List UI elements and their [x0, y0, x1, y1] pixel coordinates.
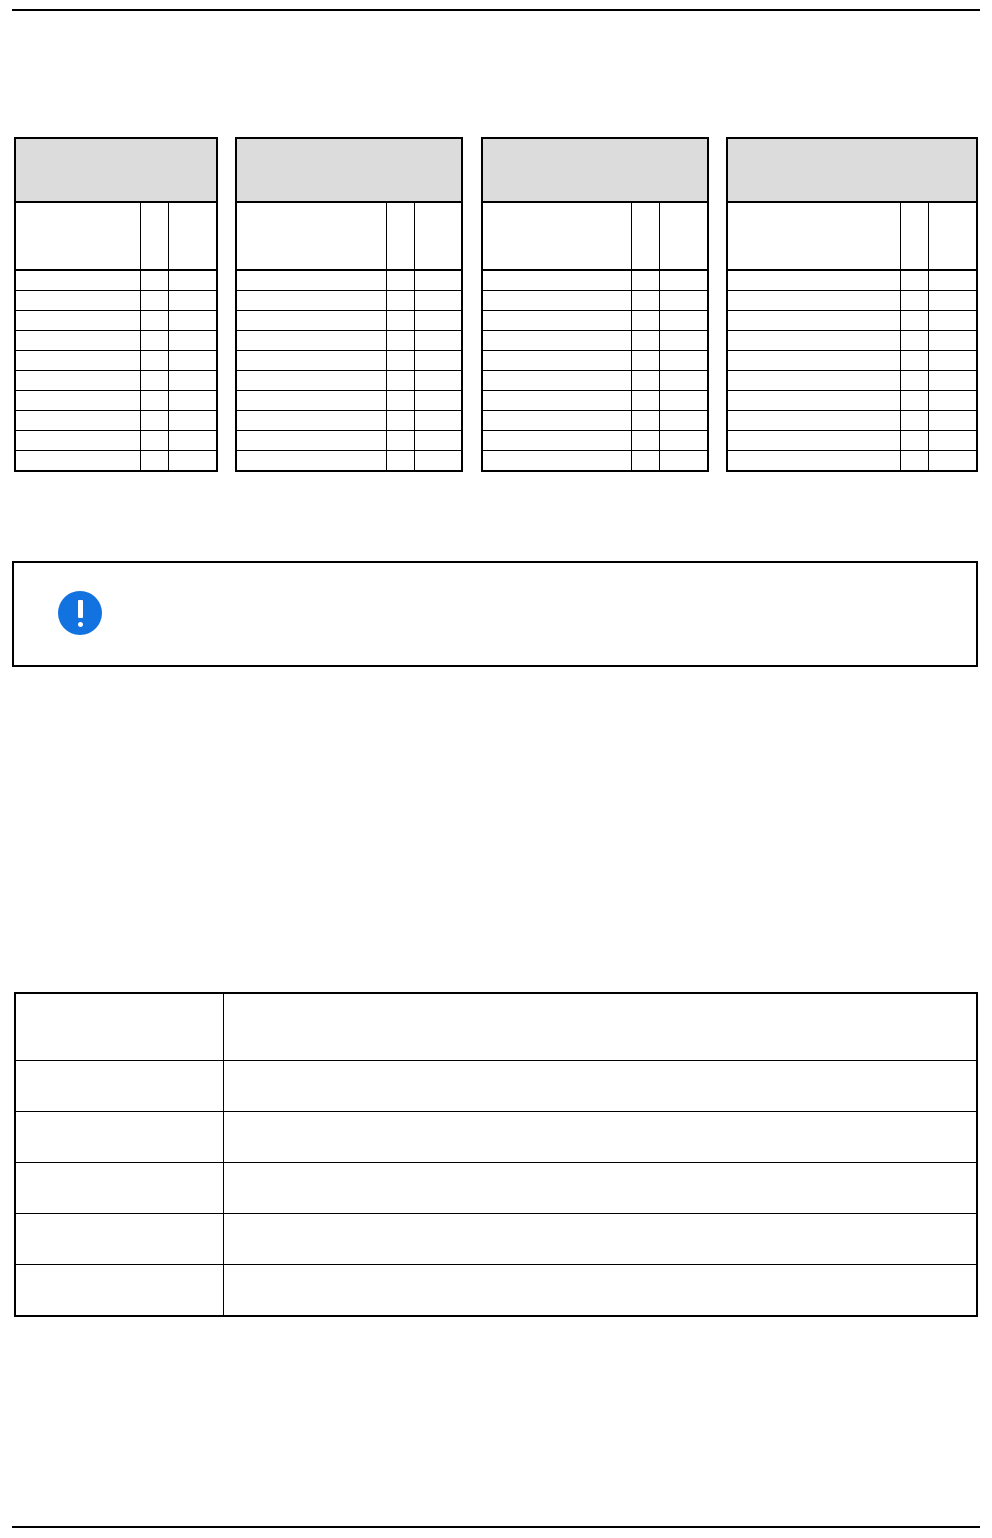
cell — [15, 331, 141, 351]
cell — [727, 451, 901, 472]
table-row — [482, 331, 708, 351]
table-4-col-0 — [727, 202, 901, 270]
table-row — [482, 391, 708, 411]
table-row — [15, 993, 977, 1061]
cell — [929, 291, 977, 311]
cell — [660, 311, 708, 331]
table-1-col-1 — [141, 202, 169, 270]
cell — [482, 391, 632, 411]
cell — [929, 451, 977, 472]
cell — [15, 351, 141, 371]
spec-value — [223, 1061, 977, 1112]
cell — [929, 391, 977, 411]
cell — [236, 270, 386, 291]
cell — [660, 391, 708, 411]
cell — [901, 270, 929, 291]
table-row — [727, 451, 977, 472]
cell — [482, 270, 632, 291]
table-2-title — [236, 138, 462, 202]
table-row — [236, 270, 462, 291]
table-row — [15, 411, 217, 431]
spec-value — [223, 1163, 977, 1214]
table-3-col-1 — [632, 202, 660, 270]
cell — [236, 291, 386, 311]
table-2-col-0 — [236, 202, 386, 270]
cell — [169, 351, 217, 371]
cell — [632, 411, 660, 431]
cell — [727, 391, 901, 411]
table-row — [482, 411, 708, 431]
table-1-title — [15, 138, 217, 202]
table-row — [482, 311, 708, 331]
cell — [901, 351, 929, 371]
cell — [727, 371, 901, 391]
cell — [660, 331, 708, 351]
cell — [660, 270, 708, 291]
table-1 — [14, 137, 218, 472]
cell — [386, 351, 414, 371]
cell — [482, 351, 632, 371]
cell — [386, 371, 414, 391]
table-row — [15, 351, 217, 371]
cell — [632, 311, 660, 331]
cell — [660, 431, 708, 451]
table-row — [727, 270, 977, 291]
cell — [414, 331, 462, 351]
cell — [386, 411, 414, 431]
cell — [727, 351, 901, 371]
cell — [386, 331, 414, 351]
table-row — [15, 1163, 977, 1214]
table-row — [727, 371, 977, 391]
table-row — [236, 311, 462, 331]
cell — [236, 371, 386, 391]
cell — [141, 411, 169, 431]
table-row — [15, 1112, 977, 1163]
table-row — [727, 311, 977, 331]
cell — [169, 331, 217, 351]
table-row-header — [236, 138, 462, 202]
specification-table — [14, 992, 978, 1317]
cell — [169, 391, 217, 411]
cell — [141, 331, 169, 351]
cell — [727, 431, 901, 451]
spec-label — [15, 1265, 223, 1317]
table-3 — [481, 137, 709, 472]
cell — [929, 331, 977, 351]
table-row — [15, 1265, 977, 1317]
cell — [15, 291, 141, 311]
cell — [660, 451, 708, 472]
cell — [386, 311, 414, 331]
cell — [169, 291, 217, 311]
table-2-col-2 — [414, 202, 462, 270]
cell — [386, 451, 414, 472]
table-row — [727, 411, 977, 431]
cell — [169, 411, 217, 431]
spec-label — [15, 1163, 223, 1214]
cell — [386, 431, 414, 451]
cell — [482, 311, 632, 331]
table-row-header — [727, 138, 977, 202]
cell — [929, 270, 977, 291]
table-3-col-0 — [482, 202, 632, 270]
cell — [632, 451, 660, 472]
spec-value — [223, 1112, 977, 1163]
spec-label — [15, 1061, 223, 1112]
table-row-subheader — [482, 202, 708, 270]
cell — [632, 351, 660, 371]
cell — [632, 431, 660, 451]
cell — [414, 270, 462, 291]
cell — [414, 291, 462, 311]
information-icon — [58, 591, 102, 635]
cell — [901, 411, 929, 431]
table-2 — [235, 137, 463, 472]
cell — [482, 431, 632, 451]
specification-table-group — [14, 137, 978, 472]
table-row — [482, 351, 708, 371]
cell — [141, 371, 169, 391]
cell — [414, 451, 462, 472]
cell — [632, 391, 660, 411]
cell — [15, 391, 141, 411]
cell — [901, 311, 929, 331]
table-row — [15, 311, 217, 331]
table-row — [727, 331, 977, 351]
cell — [141, 351, 169, 371]
cell — [15, 411, 141, 431]
spec-value — [223, 1214, 977, 1265]
table-row — [236, 371, 462, 391]
cell — [901, 431, 929, 451]
cell — [660, 411, 708, 431]
cell — [632, 291, 660, 311]
table-row — [15, 331, 217, 351]
cell — [169, 311, 217, 331]
cell — [632, 270, 660, 291]
cell — [929, 371, 977, 391]
table-2-col-1 — [386, 202, 414, 270]
cell — [660, 371, 708, 391]
cell — [929, 411, 977, 431]
cell — [236, 331, 386, 351]
cell — [236, 431, 386, 451]
cell — [727, 311, 901, 331]
cell — [901, 331, 929, 351]
table-row — [236, 331, 462, 351]
table-row-subheader — [236, 202, 462, 270]
cell — [727, 411, 901, 431]
cell — [414, 371, 462, 391]
cell — [482, 331, 632, 351]
table-row — [482, 270, 708, 291]
cell — [15, 311, 141, 331]
table-4 — [726, 137, 978, 472]
cell — [236, 411, 386, 431]
table-row — [482, 431, 708, 451]
cell — [414, 311, 462, 331]
table-row-header — [15, 138, 217, 202]
cell — [482, 451, 632, 472]
cell — [727, 331, 901, 351]
cell — [482, 291, 632, 311]
cell — [901, 391, 929, 411]
table-row — [236, 351, 462, 371]
table-row — [236, 391, 462, 411]
table-row — [236, 411, 462, 431]
table-row — [15, 431, 217, 451]
cell — [169, 371, 217, 391]
table-row — [15, 451, 217, 472]
spec-label — [15, 993, 223, 1061]
note-callout-box — [12, 561, 978, 667]
page-top-rule — [12, 9, 980, 11]
spec-label — [15, 1214, 223, 1265]
spec-label — [15, 1112, 223, 1163]
cell — [386, 291, 414, 311]
cell — [414, 351, 462, 371]
cell — [386, 270, 414, 291]
cell — [414, 431, 462, 451]
table-4-col-1 — [901, 202, 929, 270]
cell — [727, 270, 901, 291]
table-3-title — [482, 138, 708, 202]
cell — [901, 371, 929, 391]
cell — [236, 391, 386, 411]
table-4-title — [727, 138, 977, 202]
cell — [482, 411, 632, 431]
cell — [414, 411, 462, 431]
cell — [901, 291, 929, 311]
table-row-header — [482, 138, 708, 202]
table-row — [727, 351, 977, 371]
table-row-subheader — [727, 202, 977, 270]
table-row — [15, 291, 217, 311]
table-row — [236, 291, 462, 311]
table-1-col-0 — [15, 202, 141, 270]
table-1-col-2 — [169, 202, 217, 270]
table-4-col-2 — [929, 202, 977, 270]
table-row — [482, 451, 708, 472]
cell — [15, 270, 141, 291]
cell — [660, 291, 708, 311]
cell — [141, 451, 169, 472]
table-row — [236, 431, 462, 451]
cell — [141, 270, 169, 291]
cell — [660, 351, 708, 371]
cell — [482, 371, 632, 391]
table-row — [15, 371, 217, 391]
cell — [929, 351, 977, 371]
cell — [15, 451, 141, 472]
table-row — [727, 431, 977, 451]
spec-value — [223, 993, 977, 1061]
table-row — [482, 371, 708, 391]
cell — [169, 270, 217, 291]
cell — [901, 451, 929, 472]
cell — [632, 371, 660, 391]
cell — [141, 311, 169, 331]
cell — [632, 331, 660, 351]
table-row — [15, 270, 217, 291]
cell — [141, 431, 169, 451]
cell — [15, 431, 141, 451]
page-bottom-rule — [12, 1526, 980, 1528]
cell — [141, 391, 169, 411]
table-3-col-2 — [660, 202, 708, 270]
cell — [236, 451, 386, 472]
cell — [929, 431, 977, 451]
cell — [141, 291, 169, 311]
table-row — [236, 451, 462, 472]
table-row-subheader — [15, 202, 217, 270]
table-row — [15, 1061, 977, 1112]
cell — [169, 451, 217, 472]
table-row — [482, 291, 708, 311]
cell — [15, 371, 141, 391]
table-row — [727, 391, 977, 411]
table-row — [727, 291, 977, 311]
cell — [236, 311, 386, 331]
cell — [236, 351, 386, 371]
cell — [386, 391, 414, 411]
cell — [169, 431, 217, 451]
table-row — [15, 1214, 977, 1265]
cell — [414, 391, 462, 411]
cell — [929, 311, 977, 331]
table-row — [15, 391, 217, 411]
spec-value — [223, 1265, 977, 1317]
cell — [727, 291, 901, 311]
